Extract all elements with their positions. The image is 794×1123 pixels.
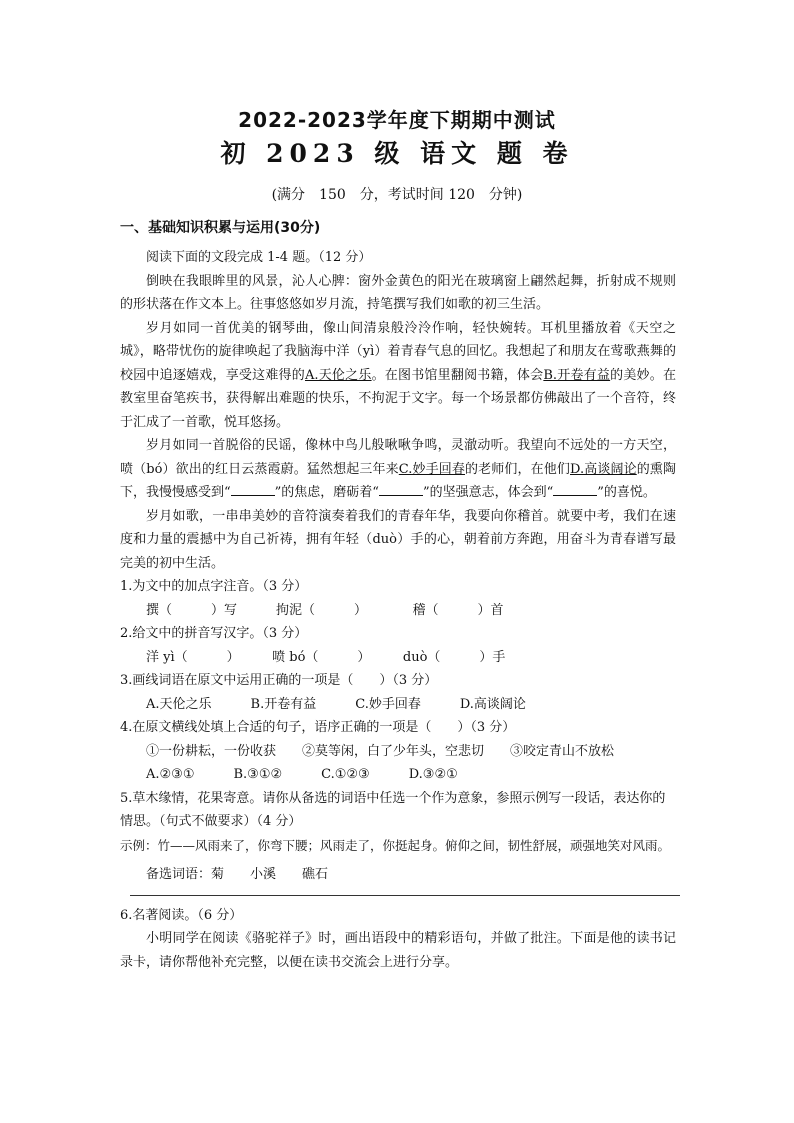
question-5-example: 示例：竹——风雨来了，你弯下腰；风雨走了，你挺起身。俯仰之间，韧性舒展，顽强地笑对风雨。 <box>120 837 671 853</box>
fill-blank-2[interactable] <box>379 482 423 496</box>
answer-line[interactable] <box>130 895 680 896</box>
passage-text: 的老师们，在他们 <box>465 461 571 477</box>
question-1: 1.为文中的加点字注音。（3 分） <box>120 579 308 594</box>
underlined-term-c: C.妙手回春 <box>398 461 466 477</box>
question-6: 6.名著阅读。（6 分） <box>120 907 243 923</box>
underlined-term-a: A.天伦之乐 <box>304 367 372 383</box>
reading-intro: 阅读下面的文段完成 1-4 题。（12 分） <box>146 250 372 265</box>
underlined-term-d: D.高谈阔论 <box>570 461 637 477</box>
question-4-options[interactable]: A.②③① B.③①② C.①②③ D.③②① <box>146 767 458 782</box>
exam-title: 2022-2023学年度下期期中测试 <box>238 108 556 132</box>
section-heading: 一、基础知识积累与运用(30分) <box>120 220 321 236</box>
question-2: 2.给文中的拼音写汉字。（3 分） <box>120 626 308 641</box>
passage-text: 岁月如同一首优美的钢琴曲，像山间清泉般泠泠作响，轻快婉转。耳机里播放着《天空之城》，略带忧伤的旋律唤起了我脑海中洋（yì）着青春气息的回忆。我想起了和朋友在莺歌燕舞的校园中追逐嬉戏，享受这难得的 <box>120 320 676 383</box>
question-1-answers[interactable]: 撰（ ）写 拘泥（ ） 稽（ ）首 <box>146 602 504 618</box>
question-6-text: 小明同学在阅读《骆驼祥子》时，画出语段中的精彩语句，并做了批注。下面是他的读书记录卡，请你帮他补充完整，以便在读书交流会上进行分享。 <box>120 931 676 970</box>
exam-subtitle: 初 2023 级 语文 题 卷 <box>220 139 574 168</box>
passage-text: 。在图书馆里翻阅书籍，体会 <box>371 367 544 383</box>
exam-info: (满分 150 分，考试时间 120 分钟) <box>271 187 523 203</box>
passage-text: ”的坚强意志，体会到“ <box>422 485 554 500</box>
question-4-items: ①一份耕耘，一份收获 ②莫等闲，白了少年头，空悲切 ③咬定青山不放松 <box>146 743 615 759</box>
question-5: 5.草木缘情，花果寄意。请你从备选的词语中任选一个作为意象，参照示例写一段话，表达你的情思。（句式不做要求）（4 分） <box>120 790 666 829</box>
question-4: 4.在原文横线处填上合适的句子，语序正确的一项是（ ）（3 分） <box>120 720 516 735</box>
passage-text: ”的焦虑，磨砺着“ <box>274 485 379 500</box>
passage-paragraph-2 <box>120 317 676 435</box>
exam-content <box>120 246 676 974</box>
passage-text: 的熏陶下，我慢慢感受到“ <box>120 461 676 500</box>
passage-text: ”的喜悦。 <box>597 485 656 500</box>
passage-paragraph-1: 倒映在我眼眸里的风景，沁人心脾：窗外金黄色的阳光在玻璃窗上翩然起舞，折射成不规则的形状落在作文本上。往事悠悠如岁月流，持笔撰写我们如歌的初三生活。 <box>120 273 676 312</box>
passage-paragraph-3 <box>120 434 676 505</box>
question-5-words: 备选词语：菊 小溪 礁石 <box>146 867 329 882</box>
fill-blank-1[interactable] <box>231 482 275 496</box>
passage-text: 岁月如同一首脱俗的民谣，像林中鸟儿般啾啾争鸣，灵澈动听。我望向不远处的一方天空，喷（bó）欲出的红日云蒸霞蔚。猛然想起三年来 <box>120 438 676 477</box>
question-3-options[interactable]: A.天伦之乐 B.开卷有益 C.妙手回春 D.高谈阔论 <box>146 696 526 712</box>
question-2-answers[interactable]: 洋 yì（ ） 喷 bó（ ） duò（ ）手 <box>146 649 506 665</box>
question-3: 3.画线词语在原文中运用正确的一项是（ ）（3 分） <box>120 673 438 688</box>
fill-blank-3[interactable] <box>553 482 597 496</box>
passage-paragraph-4: 岁月如歌，一串串美妙的音符演奏着我们的青春年华，我要向你稽首。就要中考，我们在速度和力量的震撼中为自己祈祷，拥有年轻（duò）手的心，朝着前方奔跑，用奋斗为青春谱写最完美的初中生活。 <box>120 508 676 571</box>
passage-text: 的美妙。在教室里奋笔疾书，获得解出难题的快乐，不拘泥于文字。每一个场景都仿佛敲出了一个音符，终于汇成了一首歌，悦耳悠扬。 <box>120 367 676 430</box>
underlined-term-b: B.开卷有益 <box>543 367 611 383</box>
